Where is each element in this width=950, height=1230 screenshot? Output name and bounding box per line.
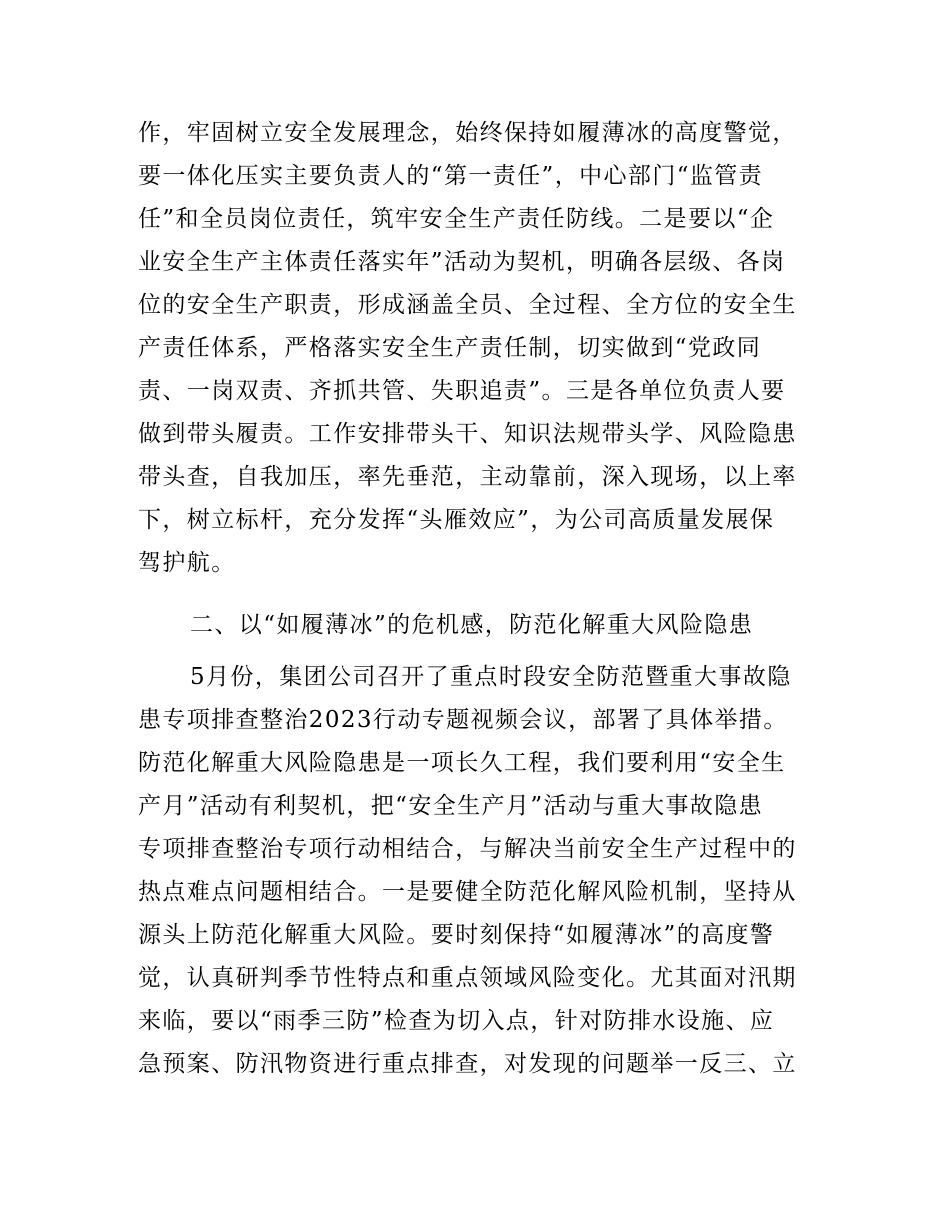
paragraph-1-line: 产责任体系，严格落实安全生产责任制，切实做到“党政同 bbox=[138, 335, 762, 361]
paragraph-2-line: 专项排查整治专项行动相结合，与解决当前安全生产过程中的 bbox=[138, 836, 797, 862]
paragraph-1-line: 要一体化压实主要负责人的“第一责任”，中心部门“监管责 bbox=[138, 163, 764, 189]
paragraph-2 bbox=[138, 656, 812, 1086]
paragraph-2-line: 源头上防范化解重大风险。要时刻保持“如履薄冰”的高度警 bbox=[138, 922, 775, 948]
paragraph-2-line: 5月份，集团公司召开了重点时段安全防范暨重大事故隐 bbox=[190, 664, 792, 690]
paragraph-1-line: 位的安全生产职责，形成涵盖全员、全过程、全方位的安全生 bbox=[138, 292, 797, 318]
paragraph-1-line: 业安全生产主体责任落实年”活动为契机，明确各层级、各岗 bbox=[138, 249, 786, 275]
paragraph-1-line: 下，树立标杆，充分发挥“头雁效应”，为公司高质量发展保 bbox=[138, 507, 775, 533]
paragraph-1-line: 作，牢固树立安全发展理念，始终保持如履薄冰的高度警觉， bbox=[138, 120, 797, 146]
paragraph-1-line: 带头查，自我加压，率先垂范，主动靠前，深入现场，以上率 bbox=[138, 464, 797, 490]
paragraph-1-line: 驾护航。 bbox=[138, 550, 236, 576]
paragraph-2-line: 热点难点问题相结合。一是要健全防范化解风险机制，坚持从 bbox=[138, 879, 797, 905]
paragraph-2-line: 急预案、防汛物资进行重点排查，对发现的问题举一反三、立 bbox=[138, 1051, 797, 1077]
section-heading-2 bbox=[138, 604, 812, 647]
paragraph-2-line: 产月”活动有利契机，把“安全生产月”活动与重大事故隐患 bbox=[138, 793, 764, 819]
paragraph-2-line: 患专项排查整治2023行动专题视频会议，部署了具体举措。 bbox=[138, 707, 788, 733]
paragraph-1-line: 做到带头履责。工作安排带头干、知识法规带头学、风险隐患 bbox=[138, 421, 797, 447]
paragraph-1-line: 责、一岗双责、齐抓共管、失职追责”。三是各单位负责人要 bbox=[138, 378, 786, 404]
paragraph-2-line: 防范化解重大风险隐患是一项长久工程，我们要利用“安全生 bbox=[138, 750, 786, 776]
paragraph-2-line: 来临，要以“雨季三防”检查为切入点，针对防排水设施、应 bbox=[138, 1008, 775, 1034]
paragraph-1-line: 任”和全员岗位责任，筑牢安全生产责任防线。二是要以“企 bbox=[138, 206, 775, 232]
paragraph-1 bbox=[138, 112, 812, 585]
section-heading-text: 二、以“如履薄冰”的危机感，防范化解重大风险隐患 bbox=[190, 612, 754, 638]
paragraph-2-line: 觉，认真研判季节性特点和重点领域风险变化。尤其面对汛期 bbox=[138, 965, 797, 991]
